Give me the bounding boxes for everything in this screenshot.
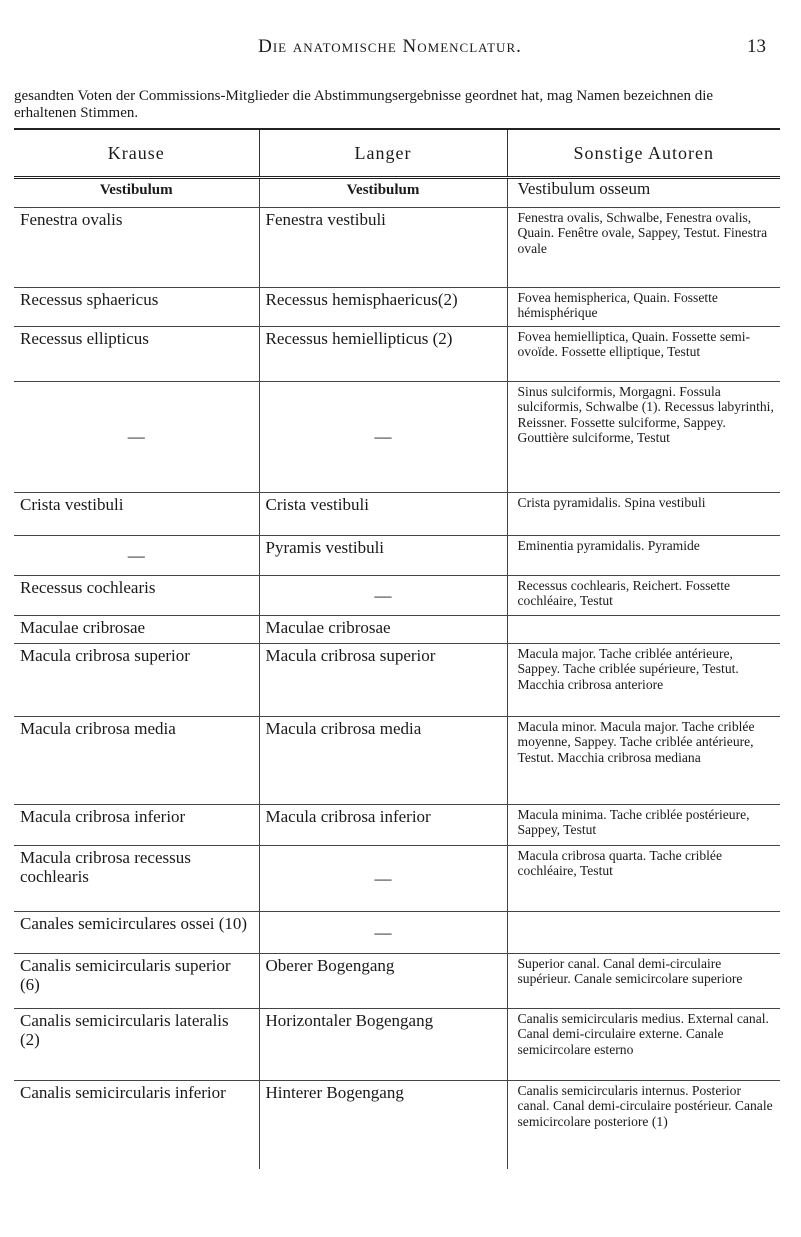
- cell-langer: Macula cribrosa superior: [259, 644, 507, 717]
- table-row: [14, 1081, 780, 1169]
- cell-krause: —: [14, 536, 259, 576]
- nomenclature-table: [14, 128, 780, 1169]
- cell-sonstige: Eminentia pyramidalis. Pyramide: [507, 536, 780, 576]
- cell-sonstige: Vestibulum osseum: [507, 178, 780, 208]
- page-header: [14, 36, 766, 66]
- table-row: [14, 846, 780, 912]
- cell-sonstige: [507, 912, 780, 954]
- cell-krause: Recessus ellipticus: [14, 327, 259, 382]
- cell-langer: Horizontaler Bogengang: [259, 1009, 507, 1081]
- table-row: [14, 382, 780, 493]
- cell-krause: Fenestra ovalis: [14, 208, 259, 288]
- cell-krause: Macula cribrosa superior: [14, 644, 259, 717]
- cell-langer: —: [259, 382, 507, 493]
- column-header-krause: Krause: [14, 129, 259, 178]
- cell-krause: Canalis semicircularis lateralis (2): [14, 1009, 259, 1081]
- cell-sonstige: Recessus cochlearis, Reichert. Fossette cochléaire, Testut: [507, 576, 780, 616]
- cell-langer: Crista vestibuli: [259, 493, 507, 536]
- cell-krause: Canalis semicircularis inferior: [20, 1083, 226, 1102]
- cell-sonstige: Fenestra ovalis, Schwalbe, Fenestra ovalis, Quain. Fenêtre ovale, Sappey, Testut. Finestra ovale: [507, 208, 780, 288]
- cell-langer: —: [259, 576, 507, 616]
- cell-krause: Macula cribrosa recessus cochlearis: [14, 846, 259, 912]
- table-row: [14, 616, 780, 644]
- table-row: [14, 576, 780, 616]
- cell-sonstige: Sinus sulciformis, Morgagni. Fossula sulciformis, Schwalbe (1). Recessus labyrinthi, Reissner. Fossette sulciforme, Sappey. Gouttière sulciforme, Testut: [507, 382, 780, 493]
- table-row: [14, 208, 780, 288]
- cell-sonstige: Crista pyramidalis. Spina vestibuli: [507, 493, 780, 536]
- cell-langer: Vestibulum: [259, 178, 507, 208]
- cell-langer: Fenestra vestibuli: [259, 208, 507, 288]
- cell-krause: Macula cribrosa media: [14, 717, 259, 805]
- column-header-row: [14, 129, 780, 178]
- cell-krause: Vestibulum: [14, 178, 259, 208]
- cell-sonstige: Canalis semicircularis internus. Posterior canal. Canal demi-circulaire postérieur. Canale semicircolare posteriore (1): [507, 1081, 780, 1169]
- running-title: Die anatomische Nomenclatur.: [258, 36, 522, 57]
- cell-krause: —: [14, 382, 259, 493]
- page-number: 13: [747, 36, 766, 57]
- cell-krause: Crista vestibuli: [14, 493, 259, 536]
- cell-krause: Macula cribrosa inferior: [14, 805, 259, 846]
- cell-sonstige: Fovea hemispherica, Quain. Fossette hémisphérique: [507, 288, 780, 327]
- table-row: [14, 644, 780, 717]
- table-row: [14, 954, 780, 1009]
- cell-langer: Maculae cribrosae: [259, 616, 507, 644]
- table-row: [14, 536, 780, 576]
- cell-langer: —: [259, 846, 507, 912]
- cell-langer: Macula cribrosa inferior: [259, 805, 507, 846]
- column-header-sonstige: Sonstige Autoren: [507, 129, 780, 178]
- cell-langer: Macula cribrosa media: [259, 717, 507, 805]
- cell-sonstige: Macula minima. Tache criblée postérieure, Sappey, Testut: [507, 805, 780, 846]
- cell-sonstige: Fovea hemielliptica, Quain. Fossette semi-ovoïde. Fossette elliptique, Testut: [507, 327, 780, 382]
- cell-sonstige: [507, 616, 780, 644]
- cell-krause: Canalis semicircularis superior (6): [14, 954, 259, 1009]
- cell-sonstige: Macula minor. Macula major. Tache criblée moyenne, Sappey. Tache criblée antérieure, Testut. Macchia cribrosa mediana: [507, 717, 780, 805]
- cell-langer: Oberer Bogengang: [259, 954, 507, 1009]
- cell-langer: —: [259, 912, 507, 954]
- table-row: [14, 1009, 780, 1081]
- cell-langer: Recessus hemisphaericus(2): [259, 288, 507, 327]
- table-row: [14, 717, 780, 805]
- table-row: [14, 178, 780, 208]
- cell-krause: Recessus sphaericus: [14, 288, 259, 327]
- cell-krause: Maculae cribrosae: [14, 616, 259, 644]
- cell-krause: Canales semicirculares ossei (10): [14, 912, 259, 954]
- table-row: [14, 805, 780, 846]
- cell-krause: Recessus cochlearis: [14, 576, 259, 616]
- cell-sonstige: Macula cribrosa quarta. Tache criblée cochléaire, Testut: [507, 846, 780, 912]
- cell-sonstige: Superior canal. Canal demi-circulaire supérieur. Canale semicircolare superiore: [507, 954, 780, 1009]
- cell-langer: Pyramis vestibuli: [259, 536, 507, 576]
- table-row: [14, 327, 780, 382]
- table-row: [14, 288, 780, 327]
- cell-sonstige: Canalis semicircularis medius. External canal. Canal demi-circulaire externe. Canale semicircolare esterno: [507, 1009, 780, 1081]
- table-row: [14, 912, 780, 954]
- cell-sonstige: Macula major. Tache criblée antérieure, Sappey. Tache criblée supérieure, Testut. Macchia cribrosa anteriore: [507, 644, 780, 717]
- cell-langer: Hinterer Bogengang: [259, 1081, 507, 1169]
- table-row: [14, 493, 780, 536]
- intro-paragraph: gesandten Voten der Commissions-Mitglieder die Abstimmungsergebnisse geordnet hat, mag Namen bezeichnen die erhaltenen Stimmen.: [14, 88, 714, 121]
- column-header-langer: Langer: [259, 129, 507, 178]
- cell-langer: Recessus hemiellipticus (2): [259, 327, 507, 382]
